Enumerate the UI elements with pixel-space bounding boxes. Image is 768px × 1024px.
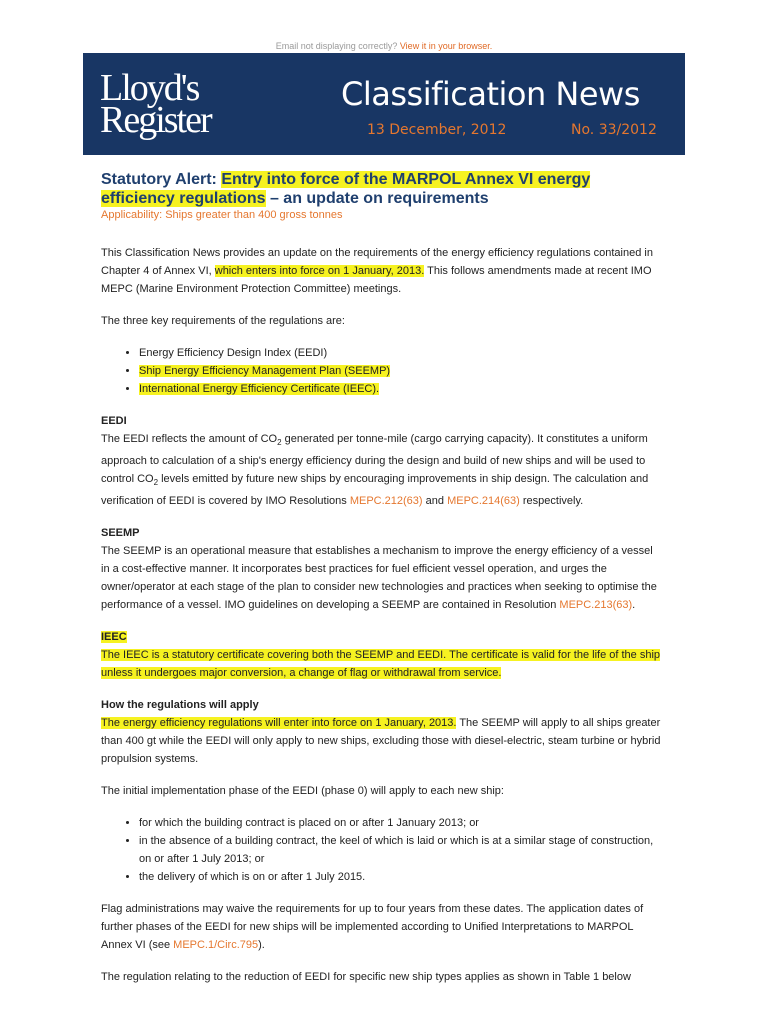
flag-end: ). xyxy=(258,939,265,952)
logo-line-1: Lloyd's xyxy=(100,67,199,109)
intro-text-a: This Classification News provides an update on the requirements of the energy efficiency regulations contained in Chapter 4 of Annex VI, xyxy=(101,247,653,277)
ieec-heading xyxy=(101,628,661,646)
list-item xyxy=(139,380,661,398)
intro-text-b: This follows amendments made at recent IMO MEPC (Marine Environment Protection Committee) meetings. xyxy=(101,265,652,295)
apply-text: The SEEMP will apply to all ships greater than 400 gt while the EEDI will only apply to new ships, excluding those with diesel-electric, steam turbine or hybrid propulsion systems. xyxy=(101,717,661,766)
article-title xyxy=(101,170,661,208)
issue-number: No. 33/2012 xyxy=(571,122,657,138)
seemp-text: The SEEMP is an operational measure that establishes a mechanism to improve the energy efficiency of a vessel in a cost-effective manner. It incorporates best practices for fuel efficient vessel operation, and urges the owner/operator at each stage of the plan to consider new technologies and practices when seeking to optimise the performance of a vessel. IMO guidelines on developing a SEEMP are contained in Resolution xyxy=(101,545,657,612)
view-in-browser-link[interactable]: View it in your browser. xyxy=(399,41,493,51)
title-suffix: – an update on requirements xyxy=(265,190,489,207)
newsletter-title: Classification News xyxy=(341,75,640,113)
list-item: • for which the building contract is placed on or after 1 January 2013; or xyxy=(139,814,661,832)
logo-line-2: Register xyxy=(100,99,211,141)
flag-paragraph xyxy=(101,900,661,954)
newsletter-banner xyxy=(83,53,685,155)
seemp-end: . xyxy=(632,599,636,612)
eedi-text-c: levels emitted by future new ships by encouraging improvements in ship design. The calculation and verification of EEDI is covered by IMO Resolutions xyxy=(101,473,649,508)
intro-paragraph xyxy=(101,244,661,298)
list-item xyxy=(139,344,661,362)
mepc-213-link[interactable]: MEPC.213(63) xyxy=(559,599,633,612)
phase-list xyxy=(101,814,661,886)
phase-intro: The initial implementation phase of the EEDI (phase 0) will apply to each new ship: xyxy=(101,785,504,798)
list-item-text: Energy Efficiency Design Index (EEDI) xyxy=(139,347,328,359)
eedi-paragraph xyxy=(101,430,661,510)
applicability-note: Applicability: Ships greater than 400 gross tonnes xyxy=(101,209,343,221)
mepc-212-link[interactable]: MEPC.212(63) xyxy=(349,495,423,508)
eedi-heading: EEDI xyxy=(101,415,127,427)
lloyds-register-logo xyxy=(100,67,211,141)
apply-heading: How the regulations will apply xyxy=(101,699,259,712)
reduction-paragraph: The regulation relating to the reduction of EEDI for specific new ship types applies as shown in Table 1 below xyxy=(101,971,631,984)
list-item-text: International Energy Efficiency Certificate (IEEC). xyxy=(139,383,380,395)
ieec-paragraph xyxy=(101,646,661,682)
flag-text: Flag administrations may waive the requirements for up to four years from these dates. The application dates of further phases of the EEDI for new ships will be implemented according to Unified Interpretations to MARPOL Annex VI (see xyxy=(101,903,644,952)
list-item: • in the absence of a building contract, the keel of which is laid or which is at a similar stage of construction, on or after 1 July 2013; or xyxy=(139,832,661,868)
intro-highlight: which enters into force on 1 January, 2013. xyxy=(214,265,425,277)
eedi-text-b: generated per tonne-mile (cargo carrying capacity). It constitutes a uniform approach to calculation of a ship's energy efficiency during the design and build of new ships and will be used to control CO xyxy=(101,433,648,486)
eedi-text-d: respectively. xyxy=(519,495,584,508)
ieec-text: The IEEC is a statutory certificate covering both the SEEMP and EEDI. The certificate is valid for the life of the ship unless it undergoes major conversion, a change of flag or withdrawal from service. xyxy=(101,649,661,680)
notice-text: Email not displaying correctly? xyxy=(275,41,398,51)
subscript: 2 xyxy=(153,478,159,488)
list-item: • the delivery of which is on or after 1 July 2015. xyxy=(139,868,661,886)
seemp-heading: SEEMP xyxy=(101,527,140,540)
title-highlight: Entry into force of the MARPOL Annex VI energy efficiency regulations xyxy=(101,171,591,207)
mepc-circ-795-link[interactable]: MEPC.1/Circ.795 xyxy=(173,939,259,952)
key-requirements-list xyxy=(101,344,661,398)
eedi-and: and xyxy=(422,495,448,508)
issue-date: 13 December, 2012 xyxy=(367,122,507,138)
apply-paragraph xyxy=(101,714,661,768)
apply-highlight: The energy efficiency regulations will enter into force on 1 January, 2013. xyxy=(101,717,457,730)
title-prefix: Statutory Alert: xyxy=(101,171,222,188)
ieec-heading-text: IEEC xyxy=(101,631,127,644)
key-requirements-intro: The three key requirements of the regulations are: xyxy=(101,315,345,327)
list-item xyxy=(139,362,661,380)
mepc-214-link[interactable]: MEPC.214(63) xyxy=(447,495,520,508)
eedi-text-a: The EEDI reflects the amount of CO xyxy=(101,433,278,445)
seemp-paragraph xyxy=(101,542,661,614)
browser-view-notice xyxy=(0,41,768,51)
article-body xyxy=(101,170,661,1000)
subscript: 2 xyxy=(277,438,282,448)
list-item-text: Ship Energy Efficiency Management Plan (SEEMP) xyxy=(139,365,391,377)
